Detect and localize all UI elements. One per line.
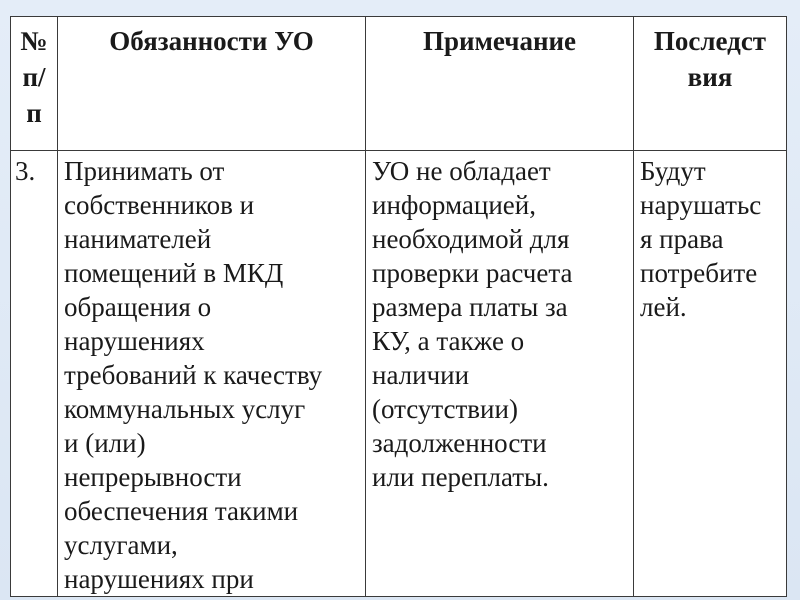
duties-table	[10, 16, 787, 597]
row-note: УО не обладает информацией, необходимой для проверки расчета размера платы за КУ, а также о наличии (отсутствии) задолженности или переплаты.	[366, 151, 634, 597]
header-number: № п/ п	[11, 17, 58, 151]
row-consequences: Будут нарушатьс я права потребите лей.	[634, 151, 787, 597]
header-duties: Обязанности УО	[58, 17, 366, 151]
header-consequences: Последст вия	[634, 17, 787, 151]
row-number: 3.	[11, 151, 58, 597]
row-duties: Принимать от собственников и нанимателей помещений в МКД обращения о нарушениях требований к качеству коммунальных услуг и (или) непрерывности обеспечения такими услугами, нарушениях при	[58, 151, 366, 597]
table-row	[11, 151, 787, 597]
table-header-row	[11, 17, 787, 151]
header-note: Примечание	[366, 17, 634, 151]
